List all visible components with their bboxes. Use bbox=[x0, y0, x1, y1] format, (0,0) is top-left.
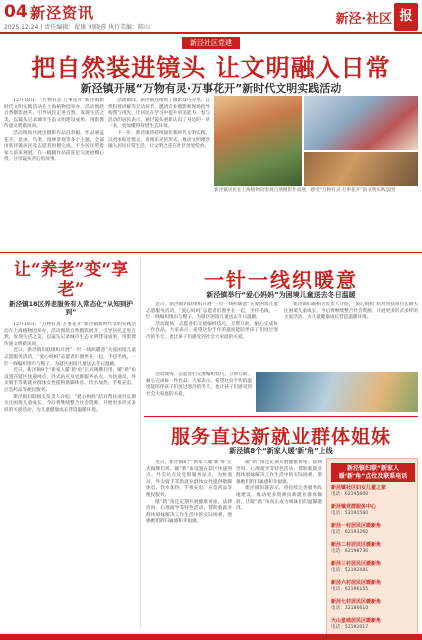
story1-paragraph: 12月18日，“万物有灵·万事花开”新泾镇新时代文明实践活动在上海植物园举办，活动围绕自然摄影展开，引导居民走进自然、发现生活之美，以镜头记录城市生态文明建设成果，用影像传递文明新风尚。 bbox=[4, 98, 104, 130]
story4-subhead: 新泾镇8个“新家人暖‘新’角”上线 bbox=[229, 447, 333, 455]
column-divider bbox=[140, 258, 141, 628]
story1-photo-display bbox=[304, 152, 418, 186]
story4-column-2 bbox=[236, 460, 322, 632]
page-number: 04 bbox=[4, 2, 28, 22]
sidebar-item bbox=[331, 580, 415, 593]
story4-paragraph: 暖“新”角还定期开展健康讲座、法律咨询、心理疏导等特色活动，帮助新就业群体姐妹解决工作生活中的实际困难，增强她们的归属感和幸福感。 bbox=[146, 499, 232, 525]
sidebar-item bbox=[331, 504, 415, 517]
story2-paragraph: 近日，新泾镇妇联组织开展“一针一线织暖意”关爱困境儿童志愿服务活动，“爱心妈妈”志愿者们围坐在一起，手持毛线，一针一线编织围巾与帽子，为辖区困境儿童送去冬日温暖。 bbox=[4, 348, 136, 367]
newspaper-logo: 报 bbox=[394, 3, 418, 31]
story2-subhead: 新泾镇18区养老服务有人常态化“从知到护到” bbox=[9, 300, 133, 316]
story2-paragraph: 近日，新泾镇8个“新家人暖‘新’角”正式揭牌启用。暖“新”角设置在辖区快递网点、外卖站点及党群服务站点，为快递员、外卖骑手等新就业群体女性提供歇脚休息、饮水加热、手机充电、应急药品等便民服务。 bbox=[4, 368, 136, 393]
story1-photo-exhibition bbox=[214, 96, 302, 186]
brand-dot: · bbox=[361, 12, 366, 27]
story3-paragraph: 近日，新泾镇妇联组织开展“一针一线织暖意”关爱困境儿童志愿服务活动，“爱心妈妈”志愿者们围坐在一起，手持毛线，一针一线编织围巾与帽子，为辖区困境儿童送去冬日温暖。 bbox=[146, 302, 278, 321]
story1-column-1 bbox=[4, 98, 104, 248]
page-title: 新泾资讯 bbox=[30, 4, 95, 22]
story1-photo-visitors bbox=[304, 96, 418, 150]
brand-name-2: 社区 bbox=[365, 12, 392, 27]
story3-column-2 bbox=[284, 302, 418, 368]
story1-paragraph: 活动现场共展出摄影作品百余幅，作品涵盖花卉、昆虫、鸟类、园林景观等多个主题，全部由新泾镇居民及志愿者拍摄完成。不少居民带着家人前来观展，在一幅幅作品前驻足交流拍摄心得，分享镜头背后的故事。 bbox=[4, 130, 104, 163]
story3-column-3 bbox=[146, 372, 252, 412]
phone-number: 电话：32186610 bbox=[331, 606, 369, 611]
phone-number: 电话：62195600 bbox=[331, 492, 369, 497]
story1-caption: 新泾镇居民在上海植物园参观自然摄影作品展，感受“万物有灵·万事花开”的文明实践氛围 bbox=[214, 188, 395, 193]
sidebar-item bbox=[331, 618, 415, 631]
story3-paragraph: 活动现场，志愿者们交流编织技巧，互帮互助，耐心完成每一件作品。大家表示，希望这份手作的温度能陪伴孩子们度过寒冷的冬天，也让孩子们感受到社会大家庭的关爱。 bbox=[146, 372, 252, 397]
story4-paragraph: 暖“新”角还定期开展健康讲座、法律咨询、心理疏导等特色活动，帮助新就业群体姐妹解决工作生活中的实际困难，增强她们的归属感和幸福感。 bbox=[236, 460, 322, 485]
phone-number: 电话：52192481 bbox=[331, 568, 369, 573]
location-name: 新泾七村居民区暖新角 bbox=[331, 599, 382, 605]
story4-paragraph: 新泾镇妇联表示，将持续完善服务阵地建设，推动更多资源向新就业群体倾斜，让暖“新”角真正成为姐妹们的温馨港湾。 bbox=[236, 486, 322, 512]
section-divider-2 bbox=[144, 416, 418, 417]
location-name: 天山星城居民区暖新角 bbox=[331, 618, 382, 624]
sidebar-item bbox=[331, 523, 415, 536]
page-header bbox=[0, 0, 422, 34]
phone-number: 电话：52192017 bbox=[331, 625, 369, 630]
story3-photo-knitting bbox=[256, 372, 418, 412]
story3-paragraph: 活动现场，志愿者们交流编织技巧，互帮互助，耐心完成每一件作品。大家表示，希望这份手作的温度能陪伴孩子们度过寒冷的冬天，也让孩子们感受到社会大家庭的关爱。 bbox=[146, 321, 278, 340]
location-name: 新泾一村居民区暖新角 bbox=[331, 523, 382, 529]
sidebar-item bbox=[331, 599, 415, 612]
header-rule bbox=[0, 32, 422, 34]
issue-meta: 2025.12.24 | 责任编辑：翟康 刘晓蓉 执行美编：陈山 bbox=[4, 24, 151, 31]
contact-sidebar bbox=[326, 458, 418, 636]
location-name: 新泾镇党群服务中心 bbox=[331, 504, 377, 510]
story3-paragraph: 新泾镇妇联相关负责人介绍，“爱心妈妈”结对帮扶项目长期关注困境儿童成长，今后将继续整合社会资源，开展更多形式多样的关爱活动，为儿童健康成长营造温暖环境。 bbox=[284, 302, 418, 321]
section-divider bbox=[0, 252, 422, 253]
story2-headline: 让“养老”变“享老” bbox=[13, 260, 129, 300]
story2-body bbox=[4, 322, 136, 632]
footer-bar bbox=[0, 634, 422, 640]
story3-headline: 一针一线织暖意 bbox=[204, 268, 358, 292]
section-tag: 新泾社区党建 bbox=[182, 37, 240, 49]
masthead-brand bbox=[335, 8, 392, 27]
story1-subhead: 新泾镇开展“万物有灵·万事花开”新时代文明实践活动 bbox=[80, 82, 342, 95]
story3-subhead: 新泾镇举行“爱心妈妈”为困境儿童送去冬日温暖 bbox=[206, 291, 356, 299]
sidebar-item bbox=[331, 542, 415, 555]
story1-column-2 bbox=[108, 98, 210, 248]
phone-number: 电话：62193260 bbox=[331, 530, 369, 535]
story1-paragraph: 活动期间，新泾镇还组织了摄影技巧分享、自然科普讲解等互动环节，邀请专业摄影师现场指导构图与用光，让居民在学习中提升审美能力。参与活动的居民表示，通过镜头重新认识了身边的一草一木，更加懂得珍惜生态环境。 bbox=[108, 98, 210, 130]
location-name: 新泾六村居民区暖新角 bbox=[331, 580, 382, 586]
phone-number: 电话：52191560 bbox=[331, 511, 369, 516]
story2-paragraph: 12月18日，“万物有灵·万事花开”新泾镇新时代文明实践活动在上海植物园举办，活动围绕自然摄影展开，引导居民走进自然、发现生活之美，以镜头记录城市生态文明建设成果，用影像传递文明新风尚。 bbox=[4, 322, 136, 347]
story4-paragraph: 近日，新泾镇8个“新家人暖‘新’角”正式揭牌启用。暖“新”角设置在辖区快递网点、外卖站点及党群服务站点，为快递员、外卖骑手等新就业群体女性提供歇脚休息、饮水加热、手机充电、应急药品等便民服务。 bbox=[146, 460, 232, 498]
phone-number: 电话：62196155 bbox=[331, 587, 369, 592]
story4-column-1 bbox=[146, 460, 232, 632]
location-name: 新泾二村居民区暖新角 bbox=[331, 542, 382, 548]
location-name: 新泾镇社区妇女儿童之家 bbox=[331, 485, 387, 491]
story1-paragraph: 下一步，新泾镇将持续深化新时代文明实践，以更多贴近群众、喜闻乐见的形式，推动文明理念融入居民日常生活，让文明之花在社区处处绽放。 bbox=[108, 130, 210, 150]
story1-headline: 把自然装进镜头 让文明融入日常 bbox=[31, 53, 391, 82]
sidebar-item bbox=[331, 561, 415, 574]
story2-paragraph: 新泾镇妇联相关负责人介绍，“爱心妈妈”结对帮扶项目长期关注困境儿童成长，今后将继续整合社会资源，开展更多形式多样的关爱活动，为儿童健康成长营造温暖环境。 bbox=[4, 394, 136, 413]
sidebar-title: 新泾镇妇联“新家人暖‘新’角”点位及联系电话 bbox=[331, 463, 415, 482]
story4-headline: 服务直达新就业群体姐妹 bbox=[170, 426, 391, 448]
phone-number: 电话：62198736 bbox=[331, 549, 369, 554]
location-name: 新泾三村居民区暖新角 bbox=[331, 561, 382, 567]
brand-name: 新泾 bbox=[335, 12, 362, 27]
sidebar-item bbox=[331, 485, 415, 498]
